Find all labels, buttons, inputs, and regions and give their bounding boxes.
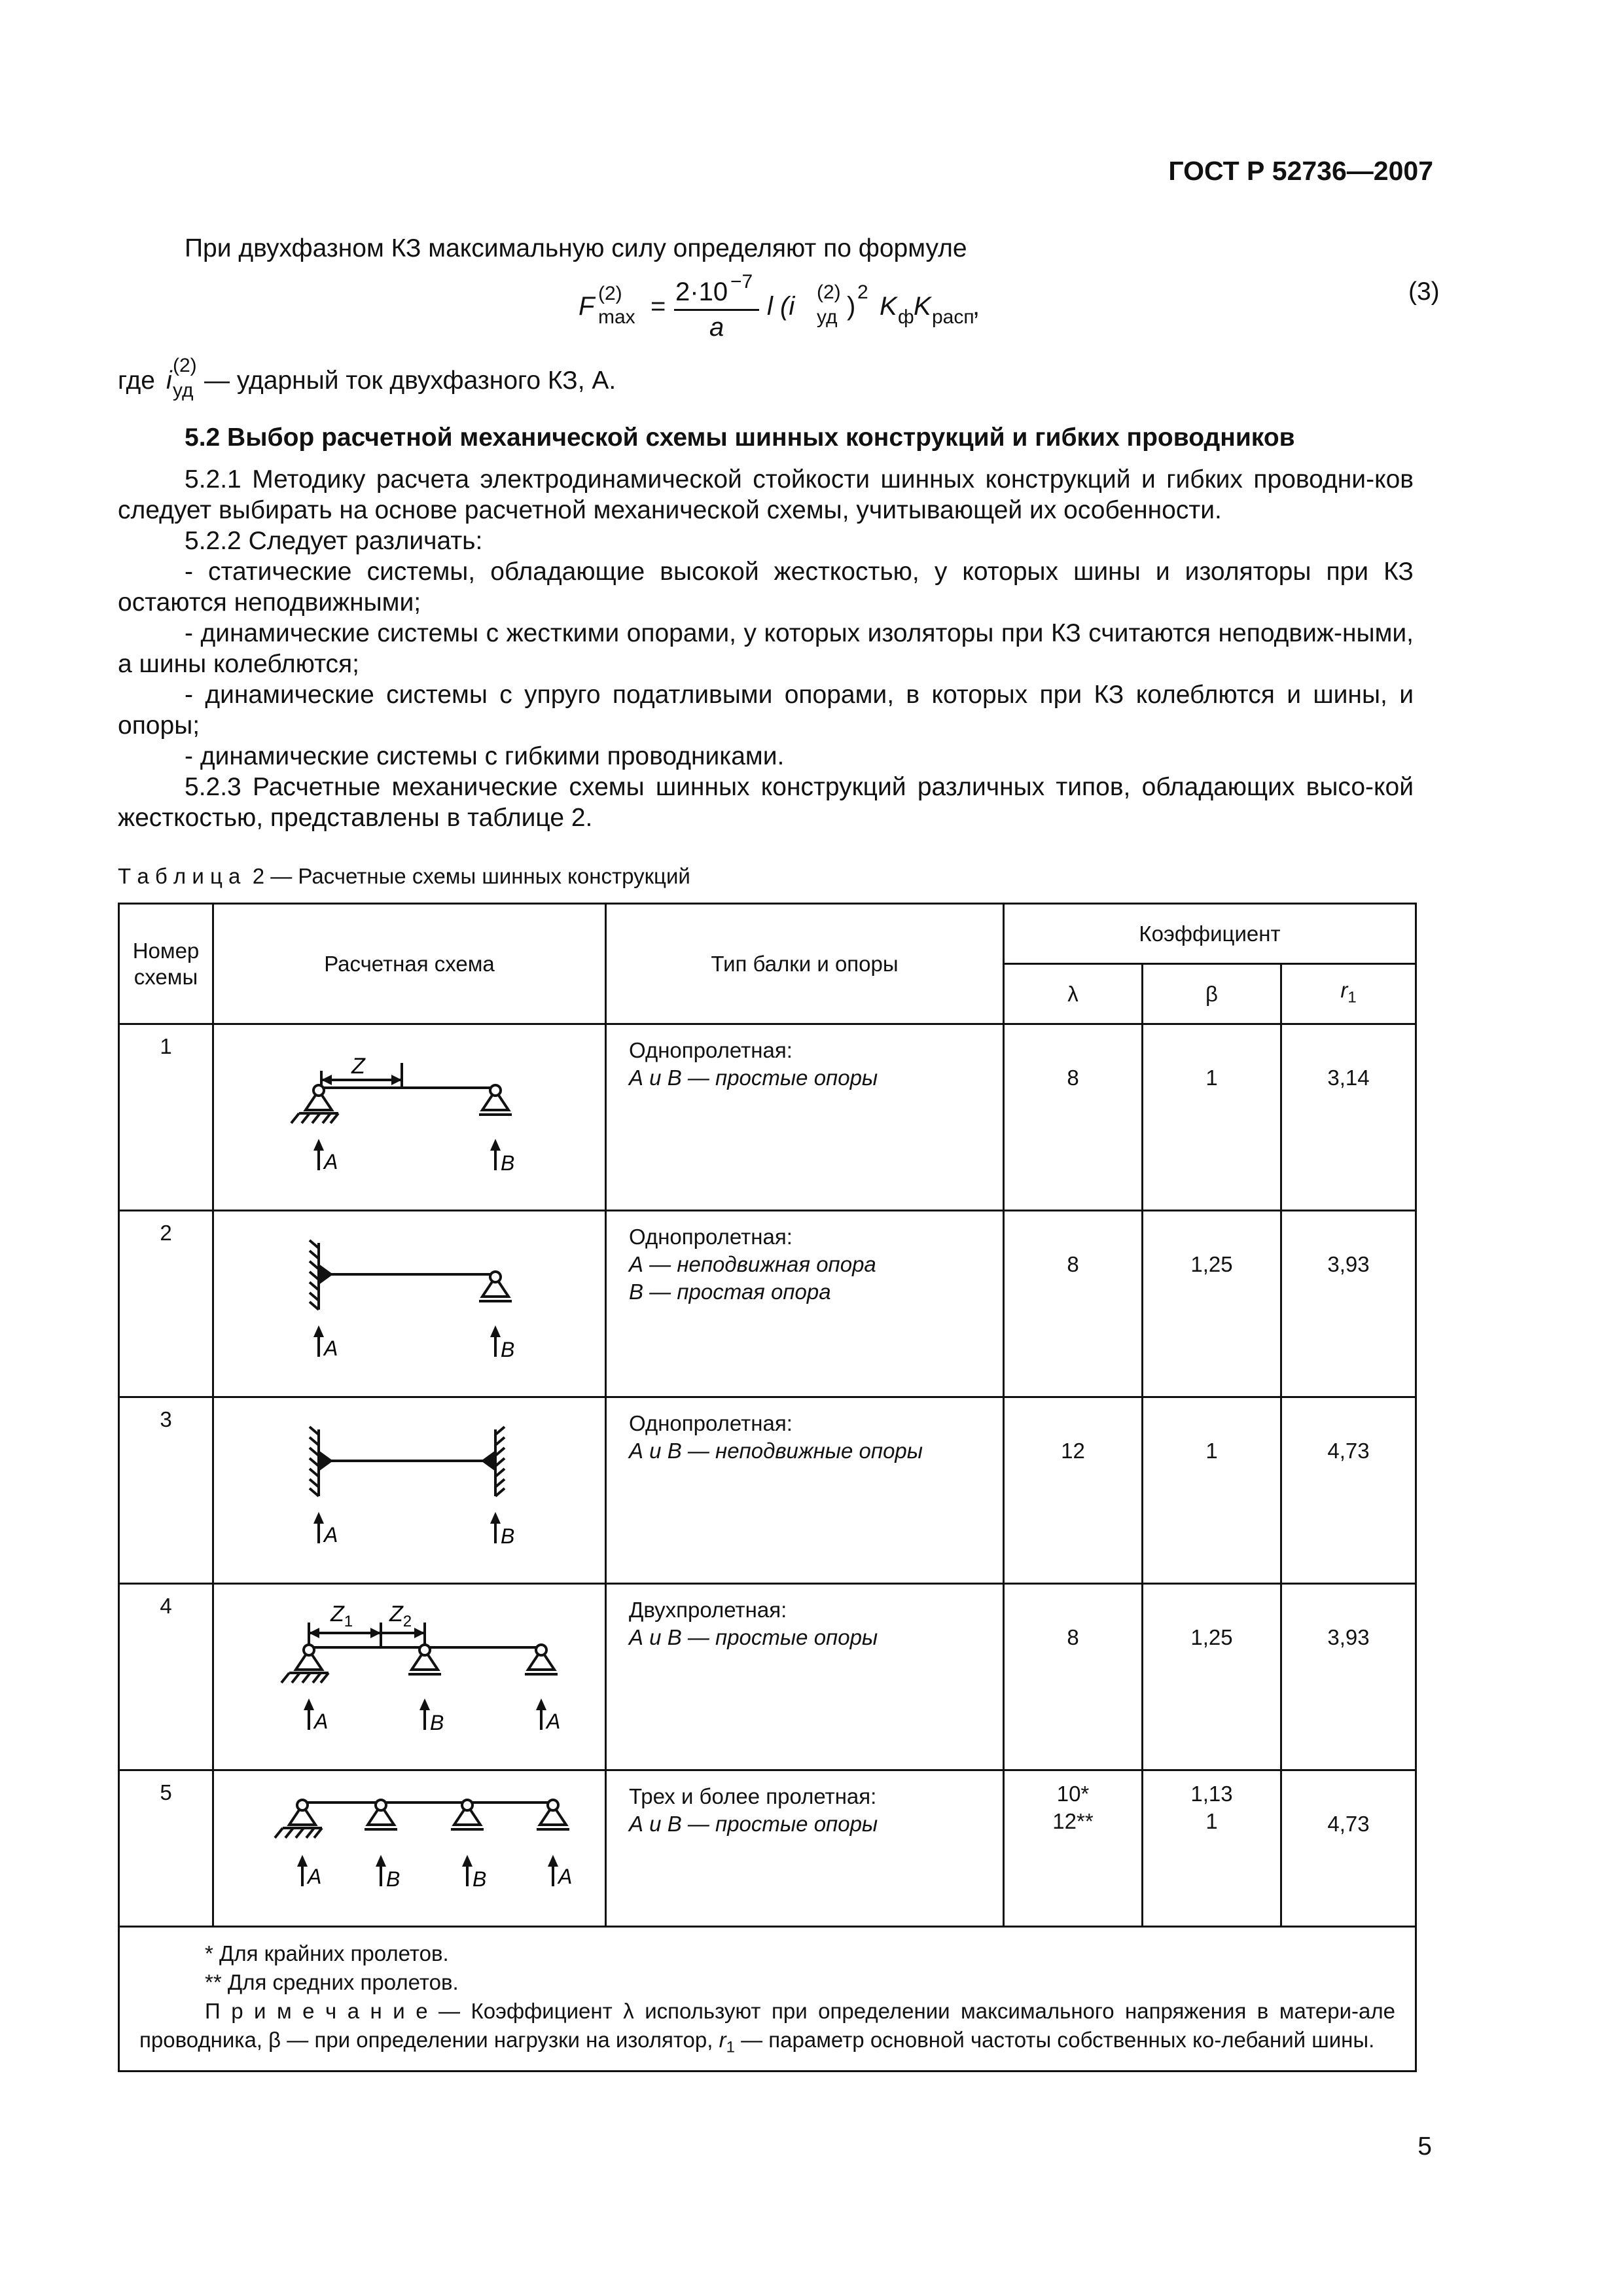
formula-kf-sub: ф — [898, 306, 914, 328]
table-row — [119, 1584, 1416, 1770]
label-a: A — [546, 1710, 561, 1733]
r1-value: 3,93 — [1281, 1584, 1416, 1770]
formula-denominator: a — [709, 313, 724, 342]
scheme-diagram-5 — [213, 1770, 606, 1927]
section-title: 5.2 Выбор расчетной механической схемы шинных конструкций и гибких проводников — [185, 423, 1295, 452]
header-num: Номер схемы — [119, 904, 213, 1024]
label-b: B — [501, 1524, 515, 1548]
label-b: B — [386, 1867, 401, 1891]
diagram-fixed-fixed-beam — [214, 1398, 607, 1577]
beam-type-line: А — неподвижная опора — [629, 1252, 876, 1276]
row-num: 1 — [119, 1024, 213, 1211]
beam-type — [606, 1584, 1004, 1770]
lambda-value-inner: 12** — [1052, 1809, 1094, 1833]
list-item: - статические системы, обладающие высокой жесткостью, у которых шины и изоляторы при КЗ остаются неподвижными; — [118, 558, 1414, 617]
formula-krasp-sub: расп — [932, 306, 974, 328]
label-a: A — [324, 1523, 338, 1547]
beam-type-title: Двухпролетная: — [629, 1598, 787, 1622]
table-caption-text: — Расчетные схемы шинных конструкций — [264, 864, 690, 888]
table-row — [119, 1397, 1416, 1584]
beam-type — [606, 1397, 1004, 1584]
where-clause — [118, 355, 707, 404]
note-middle-spans: ** Для средних пролетов. — [205, 1970, 459, 1994]
note-outer-spans: * Для крайних пролетов. — [205, 1941, 449, 1965]
diagram-simple-beam — [214, 1025, 607, 1204]
formula-3 — [579, 271, 1037, 350]
lambda-value — [1004, 1770, 1143, 1927]
label-a: A — [558, 1865, 573, 1888]
header-r1 — [1281, 964, 1416, 1024]
note-remark — [139, 1997, 1395, 2062]
label-a: A — [324, 1336, 338, 1360]
formula-number: (3) — [1408, 278, 1440, 306]
table-row — [119, 1770, 1416, 1927]
note-text-1: — Коэффициент λ используют при определении максимального напряжения в матери-але проводника, β — при определении нагрузки на изолятор, — [139, 1999, 1395, 2052]
beta-value-inner: 1 — [1205, 1809, 1218, 1833]
lambda-value: 8 — [1004, 1584, 1143, 1770]
beam-type — [606, 1211, 1004, 1397]
diagram-two-span-beam — [214, 1585, 607, 1764]
table-row — [119, 1024, 1416, 1211]
formula-current-sup: (2) — [817, 281, 841, 303]
formula-current-sub: уд — [817, 306, 838, 328]
label-z1-base: Z — [330, 1602, 344, 1626]
intro-text: При двухфазном КЗ максимальную силу определяют по формуле — [185, 234, 967, 262]
lambda-value: 8 — [1004, 1211, 1143, 1397]
header-type: Тип балки и опоры — [606, 904, 1004, 1024]
label-z2-base: Z — [389, 1602, 403, 1626]
formula-paren: ) — [847, 292, 856, 321]
paragraph-5-2-1: 5.2.1 Методику расчета электродинамической стойкости шинных конструкций и гибких проводни-ков следует выбирать на основе расчетной механической схемы, учитывающей их особенности. — [118, 465, 1414, 524]
document-header: ГОСТ Р 52736—2007 — [1168, 156, 1433, 186]
label-z2-sub: 2 — [402, 1613, 412, 1630]
formula-numerator-exp: −7 — [730, 271, 753, 293]
label-b: B — [501, 1338, 515, 1361]
list-item: - динамические системы с упруго податливыми опорами, в которых при КЗ колеблются и шины, и опоры; — [118, 681, 1414, 740]
beam-type-line: В — простая опора — [629, 1280, 831, 1304]
formula-comma: , — [972, 292, 980, 321]
label-a: A — [308, 1865, 322, 1888]
beta-value — [1143, 1770, 1281, 1927]
schemes-table — [118, 903, 1417, 2072]
label-z1-sub: 1 — [344, 1613, 353, 1630]
beam-type-line: А и В — простые опоры — [629, 1625, 878, 1649]
label-b: B — [473, 1867, 487, 1891]
list-item: - динамические системы с жесткими опорами, у которых изоляторы при КЗ считаются неподвиж-ными, а шины колеблются; — [118, 619, 1414, 678]
list-item: - динамические системы с гибкими проводниками. — [185, 742, 785, 770]
note-text-2: — параметр основной частоты собственных ко-лебаний шины. — [734, 2028, 1375, 2052]
table-caption-label: Т а б л и ц а 2 — [118, 864, 265, 888]
beam-type-title: Однопролетная: — [629, 1225, 793, 1249]
label-z1 — [330, 1602, 353, 1630]
where-sub: уд — [173, 380, 194, 401]
equals-sign: = — [651, 292, 666, 321]
fraction-bar — [674, 309, 759, 311]
note-label: П р и м е ч а н и е — [205, 1999, 428, 2023]
diagram-multi-span-beam — [214, 1771, 607, 1920]
r1-value: 3,14 — [1281, 1024, 1416, 1211]
label-z: Z — [351, 1054, 365, 1079]
row-num: 5 — [119, 1770, 213, 1927]
paragraph-5-2-3: 5.2.3 Расчетные механические схемы шинных конструкций различных типов, обладающих высо-кой жесткостью, представлены в таблице 2. — [118, 773, 1414, 832]
where-text: — ударный ток двухфазного КЗ, А. — [204, 367, 616, 395]
beta-value-outer: 1,13 — [1190, 1782, 1233, 1806]
table-notes — [119, 1927, 1416, 2072]
formula-lhs: F — [579, 292, 595, 321]
beta-value: 1,25 — [1143, 1211, 1281, 1397]
where-sup: (2) — [173, 355, 197, 376]
r1-value: 4,73 — [1281, 1770, 1416, 1927]
beam-type-line: А и В — простые опоры — [629, 1812, 878, 1836]
beam-type — [606, 1024, 1004, 1211]
formula-numerator: 2·10 — [675, 278, 728, 306]
r1-value: 4,73 — [1281, 1397, 1416, 1584]
beta-value: 1 — [1143, 1024, 1281, 1211]
label-z2 — [389, 1602, 412, 1630]
scheme-diagram-4 — [213, 1584, 606, 1770]
header-r-sub: 1 — [1347, 988, 1357, 1007]
scheme-diagram-3 — [213, 1397, 606, 1584]
beam-type — [606, 1770, 1004, 1927]
beam-type-title: Однопролетная: — [629, 1038, 793, 1062]
formula-power: 2 — [857, 281, 868, 303]
diagram-fixed-simple-beam — [214, 1211, 607, 1391]
scheme-diagram-1 — [213, 1024, 606, 1211]
label-b: B — [501, 1151, 515, 1175]
scheme-diagram-2 — [213, 1211, 606, 1397]
beta-value: 1,25 — [1143, 1584, 1281, 1770]
where-prefix: где — [118, 367, 155, 395]
header-lambda: λ — [1004, 964, 1143, 1024]
formula-kf: K — [880, 292, 897, 321]
beam-type-title: Однопролетная: — [629, 1411, 793, 1435]
label-b: B — [430, 1711, 444, 1734]
lambda-value: 8 — [1004, 1024, 1143, 1211]
label-a: A — [314, 1710, 329, 1733]
note-r-symbol: r — [719, 2028, 726, 2052]
formula-lhs-sup: (2) — [598, 283, 622, 304]
label-a: A — [324, 1150, 338, 1174]
page-number: 5 — [1418, 2132, 1432, 2161]
row-num: 3 — [119, 1397, 213, 1584]
lambda-value-outer: 10* — [1056, 1782, 1090, 1806]
header-coef: Коэффициент — [1004, 904, 1416, 964]
formula-current: l (i — [767, 292, 795, 321]
lambda-value: 12 — [1004, 1397, 1143, 1584]
table-row — [119, 1211, 1416, 1397]
beam-type-line: А и В — неподвижные опоры — [629, 1439, 923, 1463]
header-scheme: Расчетная схема — [213, 904, 606, 1024]
where-symbol: i — [166, 367, 172, 395]
beam-type-title: Трех и более пролетная: — [629, 1784, 877, 1808]
header-beta: β — [1143, 964, 1281, 1024]
r1-value: 3,93 — [1281, 1211, 1416, 1397]
header-r-symbol: r — [1340, 977, 1348, 1002]
table-caption — [118, 864, 690, 889]
beam-type-line: А и В — простые опоры — [629, 1066, 878, 1090]
beta-value: 1 — [1143, 1397, 1281, 1584]
row-num: 4 — [119, 1584, 213, 1770]
formula-lhs-sub: max — [598, 306, 635, 328]
row-num: 2 — [119, 1211, 213, 1397]
formula-krasp: K — [914, 292, 931, 321]
note-r-sub: 1 — [726, 2038, 735, 2056]
paragraph-5-2-2: 5.2.2 Следует различать: — [185, 527, 483, 555]
